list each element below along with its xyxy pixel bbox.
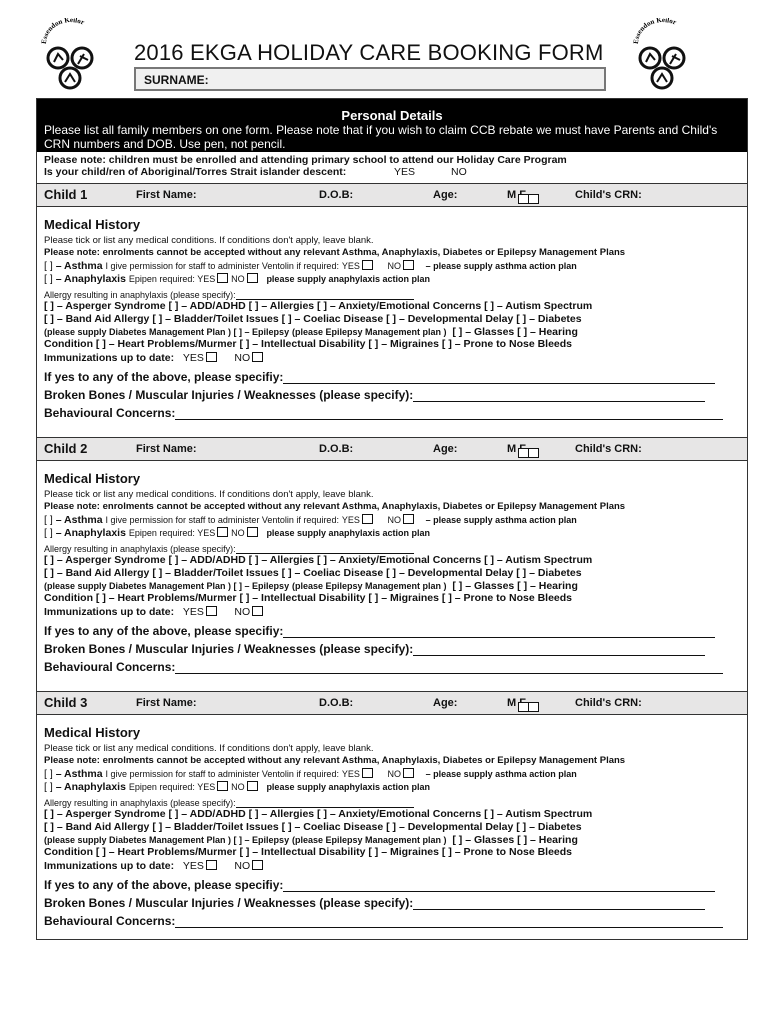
- anaphylaxis-bracket[interactable]: [ ]: [44, 527, 53, 539]
- behavioural-specify: [44, 406, 723, 420]
- academy-logo-right: [628, 18, 698, 98]
- asthma-plan-note: – please supply asthma action plan: [425, 515, 577, 525]
- ventolin-yes-label: YES: [341, 261, 360, 271]
- epipen-yes-checkbox[interactable]: [217, 527, 228, 537]
- aboriginal-yes[interactable]: YES: [394, 166, 416, 178]
- epipen-no-checkbox[interactable]: [247, 781, 258, 791]
- broken-bones-label: Broken Bones / Muscular Injuries / Weaknesses (please specify):: [44, 896, 414, 910]
- immunizations-no-label: NO: [234, 352, 251, 364]
- medical-plans-note: Please note: enrolments cannot be accepted without any relevant Asthma, Anaphylaxis, Diabetes or Epilepsy Management Plans: [44, 501, 626, 512]
- anaphylaxis-label: – Anaphylaxis: [55, 273, 126, 285]
- conditions-row-4[interactable]: Condition [ ] – Heart Problems/Murmer [ ] – Intellectual Disability [ ] – Migraines [ ] – Prone to Nose Bleeds: [44, 846, 573, 858]
- aboriginal-no[interactable]: NO: [451, 166, 467, 178]
- anaphylaxis-label: – Anaphylaxis: [55, 781, 126, 793]
- conditions-row-4[interactable]: Condition [ ] – Heart Problems/Murmer [ ] – Intellectual Disability [ ] – Migraines [ ] – Prone to Nose Bleeds: [44, 592, 573, 604]
- anaphylaxis-row: [44, 781, 430, 793]
- first-name-field[interactable]: First Name:: [136, 443, 197, 455]
- anaphylaxis-label: – Anaphylaxis: [55, 527, 126, 539]
- epipen-yes-checkbox[interactable]: [217, 781, 228, 791]
- immunizations-yes-label: YES: [182, 860, 204, 872]
- allergy-specify-label: Allergy resulting in anaphylaxis (please specify):: [44, 290, 236, 300]
- conditions-row-1[interactable]: [ ] – Asperger Syndrome [ ] – ADD/ADHD [ ] – Allergies [ ] – Anxiety/Emotional Concerns [ ] – Autism Spectrum: [44, 300, 593, 312]
- personal-details-title: Personal Details: [341, 108, 443, 123]
- immunizations-no-checkbox[interactable]: [252, 352, 263, 362]
- diabetes-epilepsy: (please supply Diabetes Management Plan ) [ ] – Epilepsy: [44, 835, 290, 845]
- ventolin-permission: I give permission for staff to administer Ventolin if required:: [105, 515, 339, 525]
- child-3-header-bar: [37, 691, 747, 715]
- epilepsy-plan-note: (please Epilepsy Management plan ): [292, 581, 447, 591]
- behavioural-line[interactable]: [175, 916, 723, 928]
- broken-bones-specify: [44, 896, 705, 910]
- medical-instructions: Please tick or list any medical conditions. If conditions don't apply, leave blank.: [44, 235, 374, 246]
- allergy-specify-label: Allergy resulting in anaphylaxis (please specify):: [44, 544, 236, 554]
- epipen-no-label: NO: [231, 782, 245, 792]
- behavioural-line[interactable]: [175, 662, 723, 674]
- ventolin-permission: I give permission for staff to administer Ventolin if required:: [105, 769, 339, 779]
- epipen-yes-label: Epipen required: YES: [128, 274, 216, 284]
- immunizations-no-checkbox[interactable]: [252, 606, 263, 616]
- academy-logo-left: [36, 18, 106, 98]
- gender-options: [507, 697, 526, 709]
- male-label: M: [507, 697, 517, 709]
- crn-field[interactable]: Child's CRN:: [575, 189, 642, 201]
- child-number: Child 1: [44, 187, 88, 202]
- enrolment-note: Please note: children must be enrolled and attending primary school to attend our Holiday Care Program: [44, 154, 567, 166]
- medical-plans-note: Please note: enrolments cannot be accepted without any relevant Asthma, Anaphylaxis, Diabetes or Epilepsy Management Plans: [44, 247, 626, 258]
- immunizations-label: Immunizations up to date:: [44, 352, 175, 364]
- behavioural-line[interactable]: [175, 408, 723, 420]
- broken-bones-label: Broken Bones / Muscular Injuries / Weaknesses (please specify):: [44, 388, 414, 402]
- dob-field[interactable]: D.O.B:: [319, 697, 354, 709]
- asthma-plan-note: – please supply asthma action plan: [425, 261, 577, 271]
- epipen-yes-checkbox[interactable]: [217, 273, 228, 283]
- asthma-bracket[interactable]: [ ]: [44, 514, 53, 526]
- ventolin-no-checkbox[interactable]: [403, 514, 414, 524]
- personal-details-header: [37, 99, 747, 152]
- conditions-row-4[interactable]: Condition [ ] – Heart Problems/Murmer [ ] – Intellectual Disability [ ] – Migraines [ ] – Prone to Nose Bleeds: [44, 338, 573, 350]
- immunizations-yes-label: YES: [182, 352, 204, 364]
- broken-bones-line[interactable]: [413, 390, 705, 402]
- asthma-plan-note: – please supply asthma action plan: [425, 769, 577, 779]
- ventolin-yes-checkbox[interactable]: [362, 768, 373, 778]
- immunizations-no-checkbox[interactable]: [252, 860, 263, 870]
- glasses-hearing: [ ] – Glasses [ ] – Hearing: [452, 580, 578, 592]
- allergy-specify-line[interactable]: [236, 542, 414, 554]
- asthma-label: – Asthma: [55, 514, 103, 526]
- ventolin-yes-checkbox[interactable]: [362, 260, 373, 270]
- broken-bones-line[interactable]: [413, 898, 705, 910]
- broken-bones-label: Broken Bones / Muscular Injuries / Weaknesses (please specify):: [44, 642, 414, 656]
- surname-label: SURNAME:: [144, 73, 209, 87]
- immunizations-row: [44, 352, 263, 364]
- anaphylaxis-plan-note: please supply anaphylaxis action plan: [266, 528, 430, 538]
- immunizations-row: [44, 860, 263, 872]
- child-number: Child 2: [44, 441, 88, 456]
- broken-bones-specify: [44, 388, 705, 402]
- if-yes-specify: [44, 878, 715, 892]
- asthma-bracket[interactable]: [ ]: [44, 768, 53, 780]
- female-checkbox[interactable]: [528, 702, 539, 712]
- conditions-row-2[interactable]: [ ] – Band Aid Allergy [ ] – Bladder/Toilet Issues [ ] – Coeliac Disease [ ] – Developmental Delay [ ] – Diabetes: [44, 567, 582, 579]
- epilepsy-plan-note: (please Epilepsy Management plan ): [292, 835, 447, 845]
- asthma-row: [44, 768, 577, 780]
- medical-history-title: Medical History: [44, 471, 141, 486]
- epipen-no-label: NO: [231, 528, 245, 538]
- ventolin-yes-label: YES: [341, 769, 360, 779]
- broken-bones-specify: [44, 642, 705, 656]
- medical-instructions: Please tick or list any medical conditions. If conditions don't apply, leave blank.: [44, 743, 374, 754]
- crn-field[interactable]: Child's CRN:: [575, 443, 642, 455]
- medical-plans-note: Please note: enrolments cannot be accepted without any relevant Asthma, Anaphylaxis, Diabetes or Epilepsy Management Plans: [44, 755, 626, 766]
- first-name-field[interactable]: First Name:: [136, 189, 197, 201]
- glasses-hearing: [ ] – Glasses [ ] – Hearing: [452, 326, 578, 338]
- behavioural-label: Behavioural Concerns:: [44, 660, 176, 674]
- immunizations-yes-label: YES: [182, 606, 204, 618]
- ventolin-no-checkbox[interactable]: [403, 768, 414, 778]
- personal-details-text: Please list all family members on one form. Please note that if you wish to claim CCB rebate we must have Parents and Child's CRN numbers and DOB. Use pen, not pencil.: [44, 123, 718, 151]
- if-yes-line[interactable]: [283, 372, 715, 384]
- dob-field[interactable]: D.O.B:: [319, 189, 354, 201]
- allergy-specify-label: Allergy resulting in anaphylaxis (please specify):: [44, 798, 236, 808]
- if-yes-line[interactable]: [283, 880, 715, 892]
- conditions-row-3[interactable]: [44, 580, 578, 592]
- anaphylaxis-plan-note: please supply anaphylaxis action plan: [266, 274, 430, 284]
- glasses-hearing: [ ] – Glasses [ ] – Hearing: [452, 834, 578, 846]
- conditions-row-3[interactable]: [44, 834, 578, 846]
- aboriginal-question: [44, 166, 467, 178]
- epipen-yes-label: Epipen required: YES: [128, 528, 216, 538]
- behavioural-label: Behavioural Concerns:: [44, 406, 176, 420]
- anaphylaxis-row: [44, 527, 430, 539]
- asthma-row: [44, 514, 577, 526]
- immunizations-row: [44, 606, 263, 618]
- gender-options: [507, 443, 526, 455]
- behavioural-label: Behavioural Concerns:: [44, 914, 176, 928]
- form-title: 2016 EKGA HOLIDAY CARE BOOKING FORM: [134, 40, 604, 65]
- asthma-row: [44, 260, 577, 272]
- gender-options: [507, 189, 526, 201]
- allergy-specify-line[interactable]: [236, 288, 414, 300]
- anaphylaxis-row: [44, 273, 430, 285]
- if-yes-specify: [44, 624, 715, 638]
- epilepsy-plan-note: (please Epilepsy Management plan ): [292, 327, 447, 337]
- if-yes-label: If yes to any of the above, please specifiy:: [44, 370, 284, 384]
- allergy-specify: [44, 288, 414, 300]
- conditions-row-3[interactable]: [44, 326, 578, 338]
- immunizations-no-label: NO: [234, 606, 251, 618]
- booking-form: [36, 98, 748, 940]
- child-number: Child 3: [44, 695, 88, 710]
- immunizations-yes-checkbox[interactable]: [206, 352, 217, 362]
- conditions-row-1[interactable]: [ ] – Asperger Syndrome [ ] – ADD/ADHD [ ] – Allergies [ ] – Anxiety/Emotional Concerns [ ] – Autism Spectrum: [44, 554, 593, 566]
- ventolin-no-label: NO: [387, 261, 401, 271]
- allergy-specify-line[interactable]: [236, 796, 414, 808]
- allergy-specify: [44, 542, 414, 554]
- behavioural-specify: [44, 660, 723, 674]
- conditions-row-2[interactable]: [ ] – Band Aid Allergy [ ] – Bladder/Toilet Issues [ ] – Coeliac Disease [ ] – Developmental Delay [ ] – Diabetes: [44, 313, 582, 325]
- surname-field[interactable]: [134, 67, 606, 91]
- male-label: M: [507, 189, 517, 201]
- asthma-label: – Asthma: [55, 260, 103, 272]
- epipen-no-label: NO: [231, 274, 245, 284]
- dob-field[interactable]: D.O.B:: [319, 443, 354, 455]
- epipen-no-checkbox[interactable]: [247, 527, 258, 537]
- medical-instructions: Please tick or list any medical conditions. If conditions don't apply, leave blank.: [44, 489, 374, 500]
- ventolin-no-label: NO: [387, 515, 401, 525]
- ventolin-yes-checkbox[interactable]: [362, 514, 373, 524]
- behavioural-specify: [44, 914, 723, 928]
- crn-field[interactable]: Child's CRN:: [575, 697, 642, 709]
- anaphylaxis-bracket[interactable]: [ ]: [44, 781, 53, 793]
- aboriginal-question-label: Is your child/ren of Aboriginal/Torres Strait islander descent:: [44, 166, 347, 178]
- anaphylaxis-bracket[interactable]: [ ]: [44, 273, 53, 285]
- if-yes-line[interactable]: [283, 626, 715, 638]
- ventolin-no-checkbox[interactable]: [403, 260, 414, 270]
- conditions-row-2[interactable]: [ ] – Band Aid Allergy [ ] – Bladder/Toilet Issues [ ] – Coeliac Disease [ ] – Developmental Delay [ ] – Diabetes: [44, 821, 582, 833]
- svg-text:Essendon Keilor: Essendon Keilor: [631, 18, 678, 45]
- child-2-header-bar: [37, 437, 747, 461]
- if-yes-specify: [44, 370, 715, 384]
- if-yes-label: If yes to any of the above, please specifiy:: [44, 624, 284, 638]
- allergy-specify: [44, 796, 414, 808]
- age-field[interactable]: Age:: [433, 443, 458, 455]
- immunizations-yes-checkbox[interactable]: [206, 860, 217, 870]
- first-name-field[interactable]: First Name:: [136, 697, 197, 709]
- asthma-bracket[interactable]: [ ]: [44, 260, 53, 272]
- svg-text:Essendon Keilor: Essendon Keilor: [39, 18, 86, 45]
- ventolin-no-label: NO: [387, 769, 401, 779]
- conditions-row-1[interactable]: [ ] – Asperger Syndrome [ ] – ADD/ADHD [ ] – Allergies [ ] – Anxiety/Emotional Concerns [ ] – Autism Spectrum: [44, 808, 593, 820]
- diabetes-epilepsy: (please supply Diabetes Management Plan ) [ ] – Epilepsy: [44, 581, 290, 591]
- immunizations-yes-checkbox[interactable]: [206, 606, 217, 616]
- broken-bones-line[interactable]: [413, 644, 705, 656]
- epipen-yes-label: Epipen required: YES: [128, 782, 216, 792]
- diabetes-epilepsy: (please supply Diabetes Management Plan ) [ ] – Epilepsy: [44, 327, 290, 337]
- female-checkbox[interactable]: [528, 194, 539, 204]
- ventolin-yes-label: YES: [341, 515, 360, 525]
- immunizations-label: Immunizations up to date:: [44, 606, 175, 618]
- male-label: M: [507, 443, 517, 455]
- anaphylaxis-plan-note: please supply anaphylaxis action plan: [266, 782, 430, 792]
- medical-history-title: Medical History: [44, 217, 141, 232]
- medical-history-title: Medical History: [44, 725, 141, 740]
- epipen-no-checkbox[interactable]: [247, 273, 258, 283]
- immunizations-no-label: NO: [234, 860, 251, 872]
- ventolin-permission: I give permission for staff to administer Ventolin if required:: [105, 261, 339, 271]
- age-field[interactable]: Age:: [433, 189, 458, 201]
- if-yes-label: If yes to any of the above, please specifiy:: [44, 878, 284, 892]
- female-checkbox[interactable]: [528, 448, 539, 458]
- child-1-header-bar: [37, 183, 747, 207]
- asthma-label: – Asthma: [55, 768, 103, 780]
- immunizations-label: Immunizations up to date:: [44, 860, 175, 872]
- age-field[interactable]: Age:: [433, 697, 458, 709]
